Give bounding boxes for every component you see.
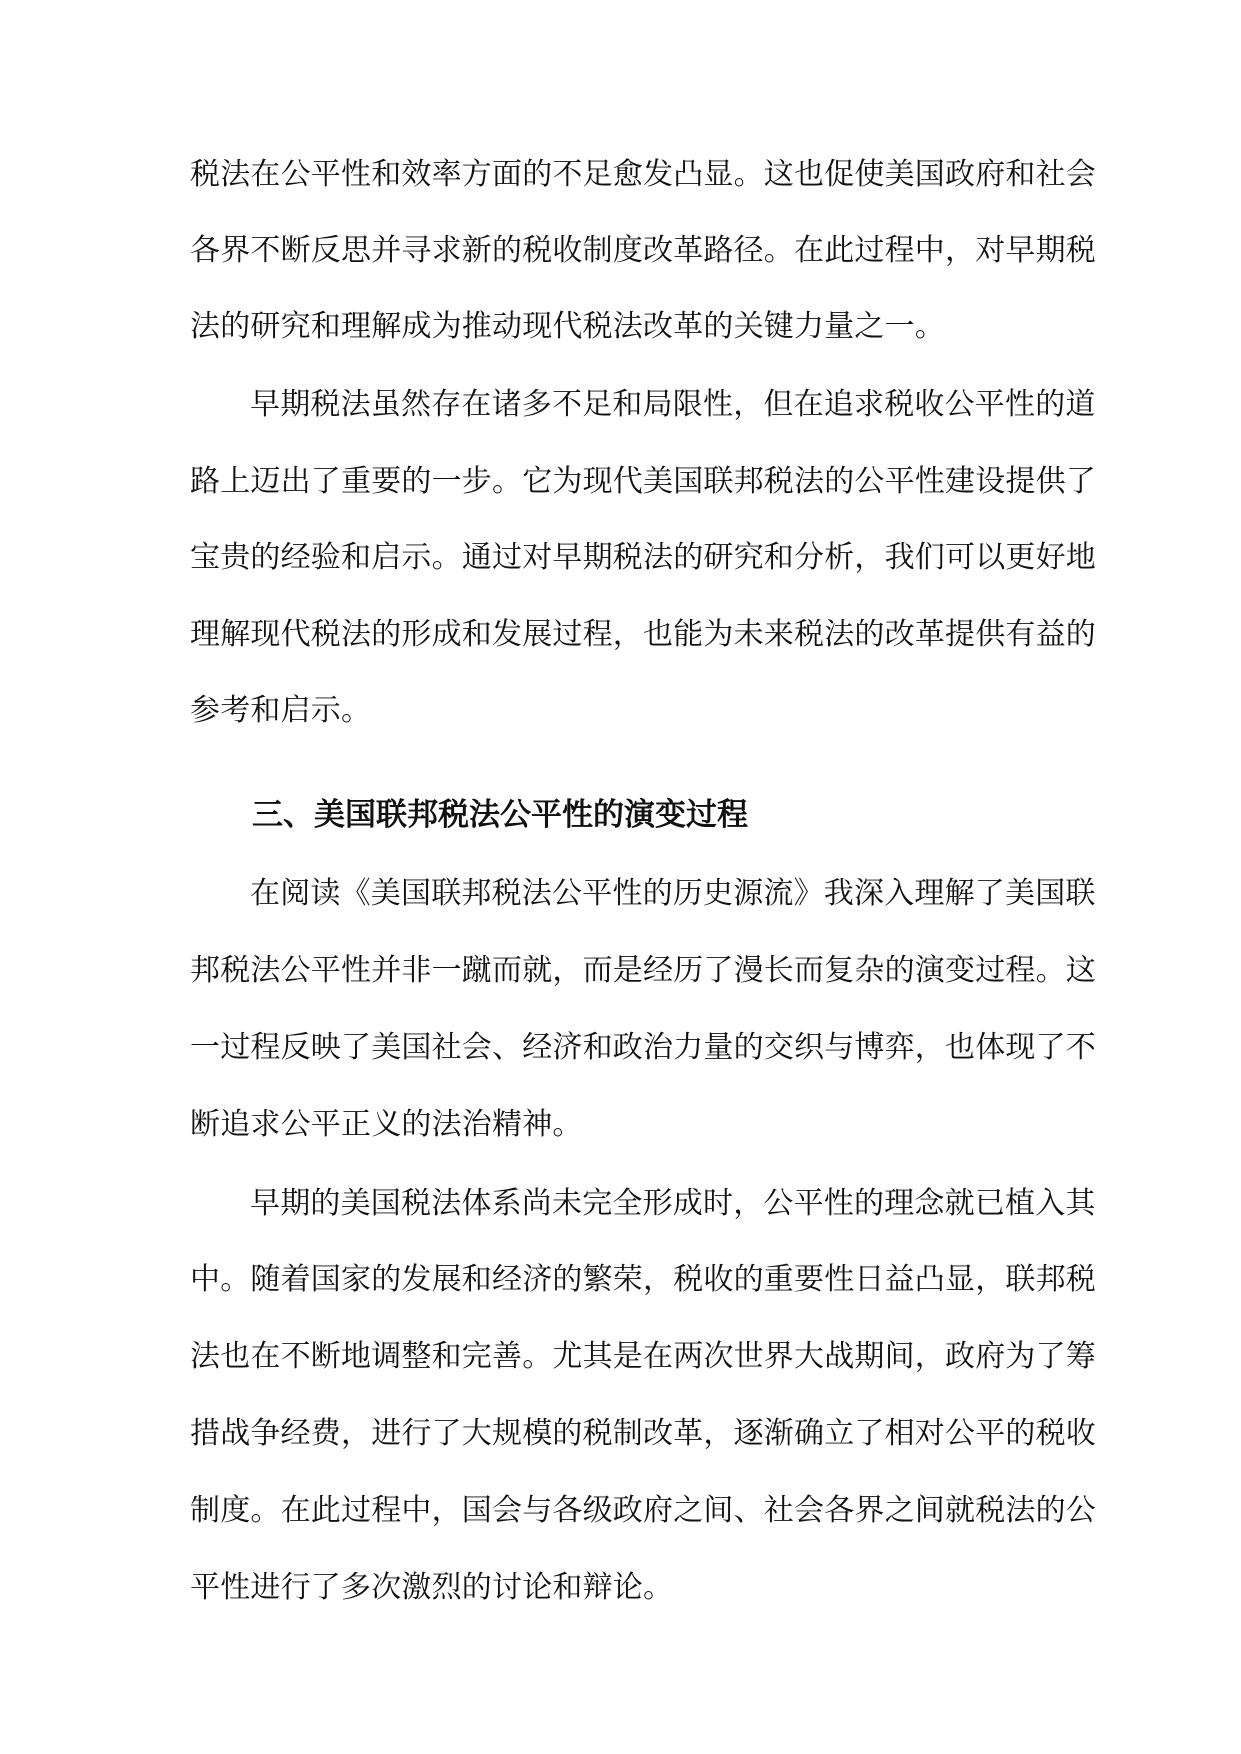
paragraph-4-line-1: 早期的美国税法体系尚未完全形成时，公平性的理念就已植入其 — [250, 1186, 1096, 1221]
paragraph-4-line-2: 中。随着国家的发展和经济的繁荣，税收的重要性日益凸显，联邦税 — [190, 1262, 1096, 1297]
paragraph-2-line-5: 参考和启示。 — [190, 693, 372, 728]
paragraph-4-line-5: 制度。在此过程中，国会与各级政府之间、社会各界之间就税法的公 — [190, 1493, 1096, 1528]
paragraph-3-line-4: 断追求公平正义的法治精神。 — [190, 1107, 583, 1142]
paragraph-4-line-3: 法也在不断地调整和完善。尤其是在两次世界大战期间，政府为了筹 — [190, 1339, 1096, 1374]
paragraph-3-line-3: 一过程反映了美国社会、经济和政治力量的交织与博弈，也体现了不 — [190, 1030, 1096, 1065]
paragraph-3-line-1: 在阅读《美国联邦税法公平性的历史源流》我深入理解了美国联 — [250, 876, 1096, 911]
paragraph-1-line-1: 税法在公平性和效率方面的不足愈发凸显。这也促使美国政府和社会 — [190, 157, 1096, 192]
paragraph-2-line-1: 早期税法虽然存在诸多不足和局限性，但在追求税收公平性的道 — [250, 387, 1096, 422]
paragraph-1-line-2: 各界不断反思并寻求新的税收制度改革路径。在此过程中，对早期税 — [190, 233, 1096, 268]
paragraph-3-line-2: 邦税法公平性并非一蹴而就，而是经历了漫长而复杂的演变过程。这 — [190, 953, 1096, 988]
paragraph-2-line-4: 理解现代税法的形成和发展过程，也能为未来税法的改革提供有益的 — [190, 617, 1096, 652]
paragraph-2-line-2: 路上迈出了重要的一步。它为现代美国联邦税法的公平性建设提供了 — [190, 464, 1096, 499]
paragraph-4-line-4: 措战争经费，进行了大规模的税制改革，逐渐确立了相对公平的税收 — [190, 1416, 1096, 1451]
paragraph-4-line-6: 平性进行了多次激烈的讨论和辩论。 — [190, 1570, 674, 1605]
paragraph-1-line-3: 法的研究和理解成为推动现代税法改革的关键力量之一。 — [190, 309, 945, 344]
paragraph-2-line-3: 宝贵的经验和启示。通过对早期税法的研究和分析，我们可以更好地 — [190, 540, 1096, 575]
section-heading: 三、美国联邦税法公平性的演变过程 — [252, 797, 748, 833]
